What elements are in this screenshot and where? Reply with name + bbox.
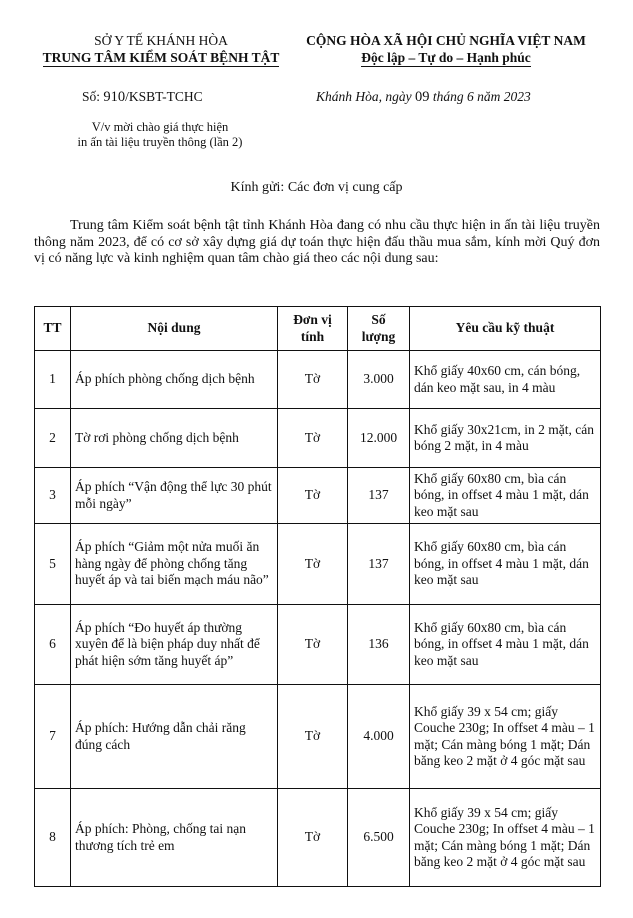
intro-paragraph: Trung tâm Kiểm soát bệnh tật tỉnh Khánh Hòa đang có nhu cầu thực hiện in ấn tài liệu truyền thông năm 2023, để có cơ sở xây dựng giá dự toán thực hiện đấu thầu mua sắm, kính mời Quý đơn vị có năng lực và kinh nghiệm quan tâm chào giá theo các nội dung sau: [34,218,600,266]
table-row [35,409,601,468]
row-tt: 1 [35,351,71,409]
row-qty: 4.000 [348,685,410,789]
row-unit: Tờ [278,789,348,887]
row-spec: Khổ giấy 40x60 cm, cán bóng, dán keo mặt sau, in 4 màu [410,351,601,409]
agency-parent: SỞ Y TẾ KHÁNH HÒA [94,33,228,48]
row-content: Áp phích: Phòng, chống tai nạn thương tích trẻ em [71,789,278,887]
row-content: Áp phích “Đo huyết áp thường xuyên để là biện pháp duy nhất để phát hiện sớm tăng huyết áp” [71,605,278,685]
table-row [35,524,601,605]
subject-line: V/v mời chào giá thực hiện in ấn tài liệu truyền thông (lần 2) [77,120,243,149]
document-date: Khánh Hòa, ngày 09 tháng 6 năm 2023 [316,89,531,105]
national-header [296,32,596,66]
header-tt: TT [35,307,71,351]
document-number: Số: 910/KSBT-TCHC [82,89,203,105]
header-unit: Đơn vị tính [278,307,348,351]
row-content: Tờ rơi phòng chống dịch bệnh [71,409,278,468]
agency-name: TRUNG TÂM KIỂM SOÁT BỆNH TẬT [42,50,280,65]
row-qty: 6.500 [348,789,410,887]
table-row [35,351,601,409]
row-spec: Khổ giấy 39 x 54 cm; giấy Couche 230g; In offset 4 màu – 1 mặt; Cán màng bóng 1 mặt; Dán băng keo 2 mặt ở 4 góc mặt sau [410,685,601,789]
row-content: Áp phích phòng chống dịch bệnh [71,351,278,409]
header-qty: Số lượng [348,307,410,351]
salutation: Kính gửi: Các đơn vị cung cấp [230,180,403,195]
document-day: 09 [415,89,430,105]
row-content: Áp phích “Giảm một nửa muối ăn hàng ngày để phòng chống tăng huyết áp và tai biến mạch máu não” [71,524,278,605]
row-tt: 8 [35,789,71,887]
table-row [35,468,601,524]
row-qty: 136 [348,605,410,685]
row-unit: Tờ [278,685,348,789]
table-row [35,605,601,685]
row-content: Áp phích: Hướng dẫn chải răng đúng cách [71,685,278,789]
row-qty: 12.000 [348,409,410,468]
row-content: Áp phích “Vận động thể lực 30 phút mỗi ngày” [71,468,278,524]
row-spec: Khổ giấy 60x80 cm, bìa cán bóng, in offset 4 màu 1 mặt, dán keo mặt sau [410,605,601,685]
row-unit: Tờ [278,605,348,685]
header-content: Nội dung [71,307,278,351]
row-tt: 2 [35,409,71,468]
row-qty: 3.000 [348,351,410,409]
row-spec: Khổ giấy 39 x 54 cm; giấy Couche 230g; In offset 4 màu – 1 mặt; Cán màng bóng 1 mặt; Dán băng keo 2 mặt ở 4 góc mặt sau [410,789,601,887]
row-tt: 6 [35,605,71,685]
row-unit: Tờ [278,524,348,605]
row-spec: Khổ giấy 60x80 cm, bìa cán bóng, in offset 4 màu 1 mặt, dán keo mặt sau [410,524,601,605]
items-table [34,306,601,887]
national-title: CỘNG HÒA XÃ HỘI CHỦ NGHĨA VIỆT NAM [306,33,586,48]
row-qty: 137 [348,524,410,605]
table-header-row [35,307,601,351]
agency-header [30,32,292,66]
row-tt: 7 [35,685,71,789]
row-qty: 137 [348,468,410,524]
document-number-value: 910 [103,89,126,105]
table-row [35,685,601,789]
row-unit: Tờ [278,468,348,524]
row-unit: Tờ [278,351,348,409]
national-motto: Độc lập – Tự do – Hạnh phúc [361,50,531,65]
row-spec: Khổ giấy 30x21cm, in 2 mặt, cán bóng 2 mặt, in 4 màu [410,409,601,468]
row-unit: Tờ [278,409,348,468]
header-spec: Yêu cầu kỹ thuật [410,307,601,351]
row-spec: Khổ giấy 60x80 cm, bìa cán bóng, in offset 4 màu 1 mặt, dán keo mặt sau [410,468,601,524]
table-row [35,789,601,887]
row-tt: 3 [35,468,71,524]
row-tt: 5 [35,524,71,605]
